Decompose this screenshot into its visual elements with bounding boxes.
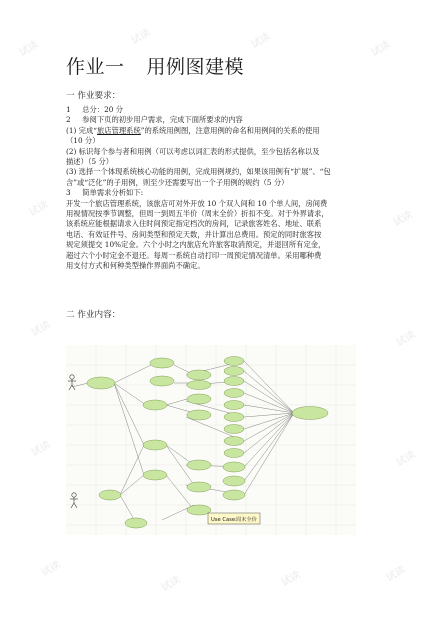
task-text: (1) 完成“ (66, 125, 97, 135)
body-line: 超过六个小时定金不退还。每周一系统自动打印一周预定情况清单。采用哪种费 (66, 250, 322, 260)
body-line: 规定须提交 10%定金。六个小时之内旅店允许旅客取消预定，并退回所有定金， (66, 240, 326, 250)
use-case (187, 381, 211, 390)
title-topic: 用例图建模 (146, 56, 245, 78)
diagram-background (66, 345, 356, 535)
task-item-1-score: （10 分） (66, 136, 100, 146)
task-text: ”的系统用例图，注意用例的命名和用例间的关系的使用 (140, 125, 320, 135)
use-case (125, 518, 147, 528)
requirement-3 (66, 188, 386, 198)
use-case (187, 410, 211, 420)
requirement-2 (66, 115, 386, 125)
task-item-2-line-1: (2) 标识每个参与者和用例（可以考虑以词汇表的形式提供，至少包括名称以及 (66, 146, 320, 156)
body-line: 该系统应能根据请求入住时间预定指定档次的房间，记录旅客姓名、地址、联系 (66, 219, 322, 229)
use-case-note (208, 513, 260, 524)
watermark: 试读 (129, 27, 153, 47)
requirement-text: 简单需求分析如下: (82, 188, 144, 198)
task-item-3-line-1: (3) 选择一个体现系统核心功能的用例，完成用例规约，如果该用例有“扩展”、“包 (66, 167, 331, 177)
use-case (143, 400, 167, 410)
system-name-link: 旅店管理系统 (96, 125, 141, 135)
watermark: 试读 (369, 39, 393, 59)
watermark: 试读 (27, 199, 51, 219)
body-line: 用视情况按季节调整，但周一到周五半价（周末全价）折扣不变。对于外界请求， (66, 209, 329, 219)
watermark: 试读 (279, 569, 303, 589)
body-line: 电话、有效证件号、房间类型和预定天数，并计算出总费用。预定的同时旅客按 (66, 229, 322, 239)
section-heading-requirements: 一 作业要求： (66, 91, 121, 101)
watermark: 试读 (159, 574, 183, 594)
watermark: 试读 (39, 559, 63, 579)
use-case (150, 376, 174, 386)
note-label: Use Case: (211, 517, 237, 523)
section-heading-content: 二 作业内容： (66, 309, 121, 320)
use-case (187, 394, 211, 404)
watermark: 试读 (29, 439, 53, 459)
use-case (224, 437, 244, 446)
watermark: 试读 (391, 209, 415, 229)
watermark: 试读 (249, 31, 273, 51)
document-page (66, 52, 386, 320)
use-case (224, 401, 244, 410)
requirement-number: 1 (66, 105, 71, 114)
requirement-body (66, 199, 386, 272)
use-case (224, 449, 244, 458)
use-case (223, 476, 245, 486)
requirement-1 (66, 105, 386, 115)
watermark: 试读 (17, 39, 41, 59)
use-case (143, 440, 167, 450)
use-case (99, 490, 121, 500)
use-case (150, 358, 174, 368)
use-case (224, 377, 244, 386)
use-case (187, 505, 211, 515)
use-case (187, 370, 211, 380)
use-case (87, 377, 115, 389)
note-value: 周末全价 (236, 517, 257, 523)
watermark: 试读 (384, 564, 408, 584)
use-case (223, 490, 245, 500)
body-line: 用支付方式和何种类型操作界面尚不确定。 (66, 261, 205, 271)
title-assignment: 作业一 (66, 56, 125, 78)
use-case (187, 482, 211, 492)
page-title (66, 52, 386, 79)
requirement-text: 总分：20 分 (82, 105, 124, 114)
requirement-number: 2 (66, 115, 71, 125)
task-item-3-line-2: 含”或“泛化”的子用例，则至少还需要写出一个子用例的规约（5 分） (66, 177, 289, 187)
watermark: 试读 (394, 449, 418, 469)
use-case (187, 460, 211, 470)
use-case (224, 357, 244, 366)
use-case (223, 462, 245, 472)
use-case (224, 367, 244, 376)
task-item-2-line-2: 描述）（5 分） (66, 157, 114, 167)
use-case (224, 425, 244, 434)
use-case (224, 413, 244, 422)
use-case (143, 470, 167, 480)
use-case-diagram (66, 345, 356, 535)
use-case (292, 407, 328, 420)
use-case (224, 389, 244, 398)
watermark: 试读 (29, 319, 53, 339)
watermark: 试读 (394, 329, 418, 349)
body-line: 开发一个旅店管理系统，该旅店可对外开放 10 个双人间和 10 个单人间，房间费 (66, 198, 328, 208)
requirement-number: 3 (66, 188, 71, 198)
task-item-1 (66, 126, 386, 136)
requirement-text: 参阅下页的初步用户需求，完成下面所要求的内容 (82, 115, 243, 125)
